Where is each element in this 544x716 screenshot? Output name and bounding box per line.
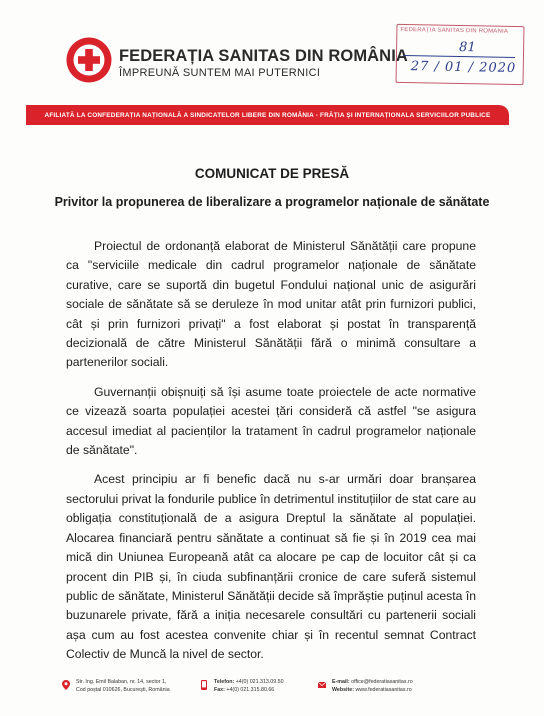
email-icon: [318, 680, 326, 690]
affiliation-banner: [26, 105, 509, 125]
sanitas-logo: [66, 37, 112, 83]
footer: [0, 678, 544, 708]
address-line-2: Cod poștal 010626, București, România: [76, 687, 170, 693]
fax-number: +4(0) 021.315.80.66: [226, 687, 275, 693]
affiliation-text: AFILIATĂ LA CONFEDERAȚIA NAȚIONALĂ A SINDICATELOR LIBERE DIN ROMÂNIA - FRĂȚIA ȘI INTERNAȚIONALA SERVICIILOR PUBLICE: [44, 111, 491, 119]
fax-label: Fax:: [214, 687, 225, 693]
body-paragraph: Guvernanții obișnuiți să își asume toate proiectele de acte normative ce vizează soarta populației acestei țări consideră că astfel "se asigura accesul imediat al pacienților la tratament în cadrul programelor naționale de sănătate".: [66, 384, 476, 458]
stamp-heading: FEDERAȚIA SANITAS DIN ROMÂNIA: [400, 26, 509, 35]
phone-label: Telefon:: [214, 679, 235, 685]
email-label: E-mail:: [332, 679, 350, 685]
address-line-1: Str. Ing. Emil Balaban, nr. 14, sector 1,: [76, 679, 167, 685]
stamp-date: 27 / 01 / 2020: [410, 59, 517, 76]
document-body: [66, 237, 476, 675]
footer-phone: [200, 678, 284, 694]
body-paragraph: Acest principiu ar fi benefic dacă nu s-ar urmări doar branșarea sectorului privat la fondurile publice în detrimentul instituțiilor de stat care au obligația constituțională de a asigura Dreptul la sănătate al populației. Alocarea financiară pentru sănătate a continuat să fie și în 2019 cea mai mică din Uniunea Europeană atât ca alocare pe cap de locuitor cât și ca procent din PIB și, în ciuda subfinanțării cronice de care suferă sistemul public de sănătate, Ministerul Sănătății decide să împrăștie puținul acesta în buzunarele private, fără a iniția necesarele consultări cu partenerii sociali așa cum au fost acestea convenite chiar și în recentul semnat Contract Colectiv de Muncă la nivel de sector.: [66, 472, 476, 662]
location-pin-icon: [62, 680, 70, 690]
body-paragraph: Proiectul de ordonanță elaborat de Ministerul Sănătății care propune ca "serviciile medicale din cadrul programelor naționale de sănătate curative, care se suportă din bugetul Fondului național unic de asigurări sociale de sănătate să se deruleze în mod unitar atât prin furnizori publici, cât și prin furnizori privați" a fost elaborat și postat în transparență decizională de către Ministerul Sănătății fără o minimă consultare a partenerilor sociali.: [66, 239, 476, 370]
organization-name: FEDERAȚIA SANITAS DIN ROMÂNIA: [119, 47, 408, 65]
website-link[interactable]: www.federatiasanitas.ro: [355, 687, 412, 693]
footer-contact: [318, 678, 413, 694]
document-subtitle: Privitor la propunerea de liberalizare a programelor naționale de sănătate: [54, 195, 490, 209]
phone-icon: [200, 680, 208, 690]
footer-address: [62, 678, 170, 694]
document-title: COMUNICAT DE PRESĂ: [194, 166, 350, 181]
phone-number: +4(0) 021.313.09.50: [235, 679, 284, 685]
organization-tagline: ÎMPREUNĂ SUNTEM MAI PUTERNICI: [119, 67, 321, 79]
stamp-divider: [403, 55, 515, 58]
registration-stamp: [395, 24, 524, 85]
email-link[interactable]: office@federatiasanitas.ro: [351, 679, 413, 685]
stamp-number: 81: [458, 39, 476, 56]
website-label: Website:: [332, 687, 354, 693]
